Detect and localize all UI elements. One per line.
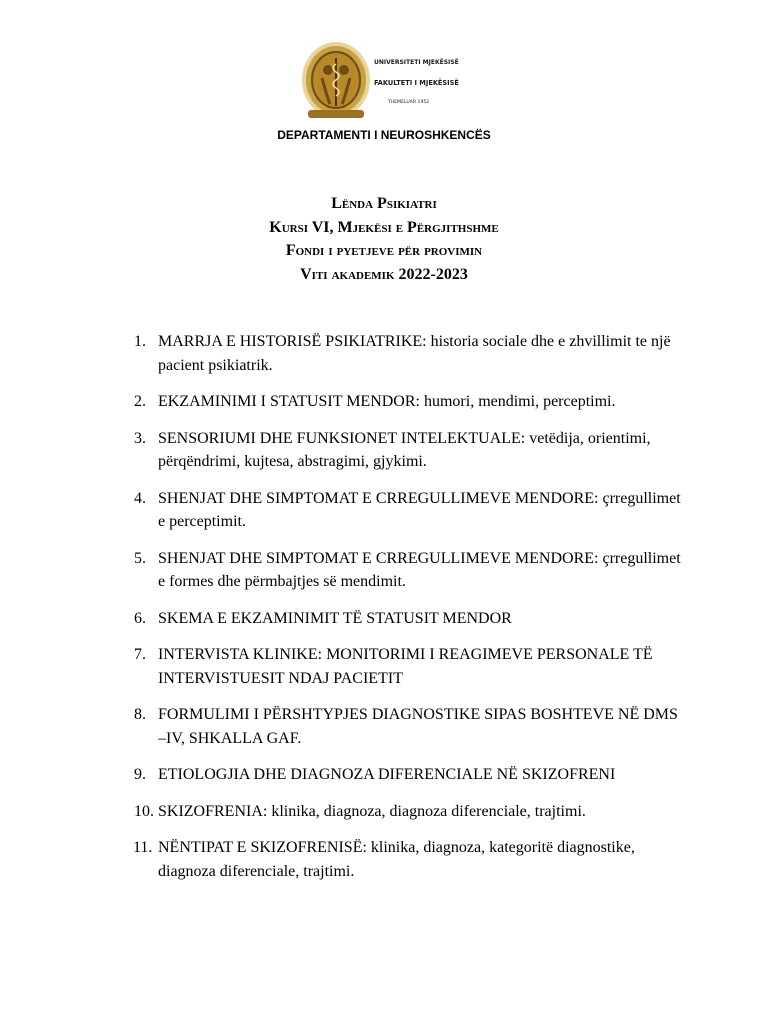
item-number: 5. (134, 549, 146, 567)
item-number: 4. (134, 489, 146, 507)
item-number: 6. (134, 609, 146, 627)
item-heading: NËNTIPAT E SKIZOFRENISË: (158, 839, 367, 856)
item-heading: EKZAMINIMI I STATUSIT MENDOR: (158, 393, 420, 410)
item-details: humori, mendimi, perceptimi. (419, 393, 616, 410)
item-number: 8. (134, 706, 146, 723)
item-number: 2. (134, 393, 146, 410)
title-subject: Lënda Psikiatri (331, 195, 437, 212)
item-details: çrregullimet e formes dhe përmbajtjes së mendimit. (158, 549, 681, 590)
item-heading: INTERVISTA KLINIKE: MONITORIMI I REAGIMEVE PERSONALE TË INTERVISTUESIT NDAJ PACIETIT (158, 646, 653, 687)
list-item (0, 487, 768, 534)
list-item (0, 607, 768, 631)
department-name: DEPARTAMENTI I NEUROSHKENCËS (277, 128, 491, 142)
question-list (0, 330, 768, 896)
item-heading: SENSORIUMI DHE FUNKSIONET INTELEKTUALE: (158, 429, 526, 447)
item-heading: SHENJAT DHE SIMPTOMAT E CRREGULLIMEVE MENDORE: (158, 489, 599, 507)
item-number: 10. (134, 802, 154, 820)
item-heading: FORMULIMI I PËRSHTYPJES DIAGNOSTIKE SIPAS BOSHTEVE NË DMS –IV, SHKALLA GAF. (158, 706, 678, 747)
title-academic-year: Viti akademik 2022-2023 (300, 265, 468, 283)
faculty-logo (300, 40, 470, 124)
item-details: klinika, diagnoza, diagnoza diferenciale, trajtimi. (267, 802, 586, 820)
item-heading: SKEMA E EKZAMINIMIT TË STATUSIT MENDOR (158, 609, 512, 627)
document-title (0, 192, 768, 286)
list-item (0, 330, 768, 377)
item-number: 3. (134, 429, 146, 447)
faculty-name: FAKULTETI I MJEKËSISË (374, 79, 459, 87)
list-item (0, 800, 768, 824)
university-name: UNIVERSITETI MJEKËSISË (374, 59, 459, 66)
list-item (0, 836, 768, 883)
list-item (0, 427, 768, 474)
item-heading: SKIZOFRENIA: (158, 802, 268, 820)
founded-year: THEMELUAR 1952 (388, 100, 430, 105)
item-heading: SHENJAT DHE SIMPTOMAT E CRREGULLIMEVE MENDORE: (158, 549, 599, 567)
item-details: vetëdija, orientimi, përqëndrimi, kujtesa, abstragimi, gjykimi. (158, 429, 651, 470)
list-item (0, 547, 768, 594)
title-question-fund: Fondi i pyetjeve për provimin (285, 242, 483, 259)
item-number: 1. (134, 333, 146, 350)
item-heading: ETIOLOGJIA DHE DIAGNOZA DIFERENCIALE NË SKIZOFRENI (158, 766, 616, 783)
item-number: 9. (134, 766, 146, 783)
title-course: Kursi VI, Mjekësi e Përgjithshme (269, 218, 499, 236)
item-details: çrregullimet e perceptimit. (158, 489, 681, 530)
item-details: klinika, diagnoza, kategoritë diagnostike, diagnoza diferenciale, trajtimi. (158, 839, 635, 880)
list-item (0, 763, 768, 787)
item-heading: MARRJA E HISTORISË PSIKIATRIKE: (158, 333, 427, 350)
item-details: historia sociale dhe e zhvillimit te një pacient psikiatrik. (158, 333, 671, 374)
list-item (0, 390, 768, 414)
item-number: 7. (134, 646, 146, 663)
item-number: 11. (133, 839, 153, 856)
list-item (0, 643, 768, 690)
list-item (0, 703, 768, 750)
